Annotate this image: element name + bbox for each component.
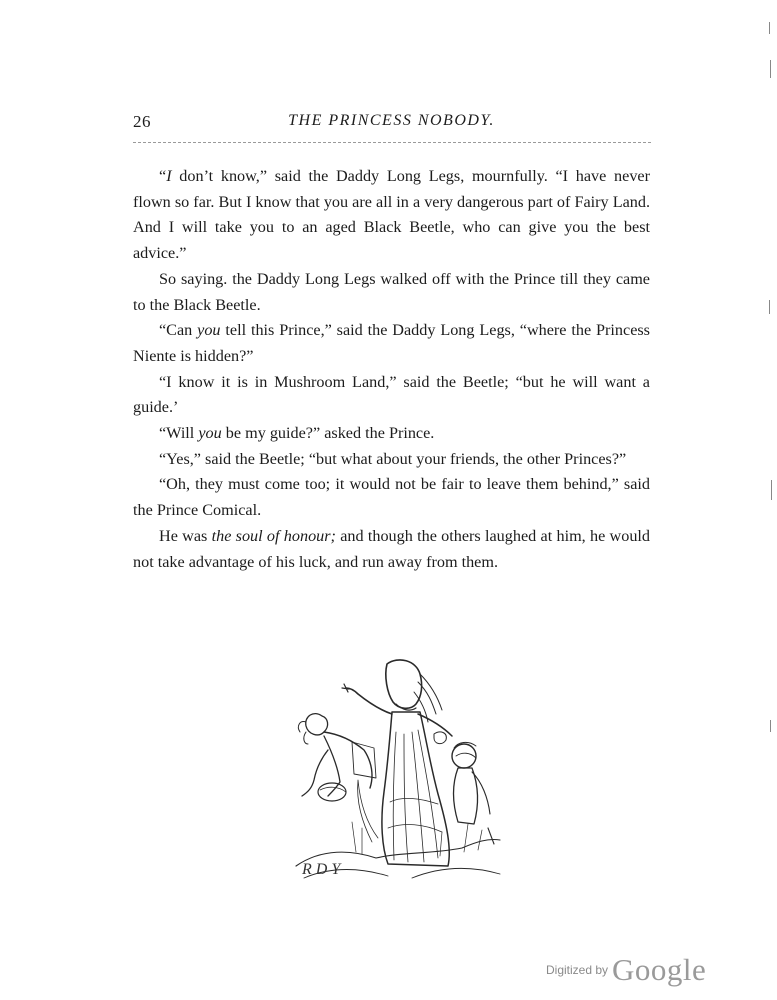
scan-edge-mark xyxy=(771,480,772,500)
text-run: “Will xyxy=(159,424,199,443)
watermark-brand: Google xyxy=(612,952,707,987)
scan-edge-mark xyxy=(770,60,771,78)
body-paragraph xyxy=(133,524,650,575)
text-run: be my guide?” asked the Prince. xyxy=(221,424,435,443)
illustration-signature: R D Y xyxy=(302,861,341,878)
body-paragraph xyxy=(133,267,650,318)
text-run: “ xyxy=(159,167,167,185)
body-paragraph xyxy=(133,318,650,369)
scan-edge-mark xyxy=(769,22,770,34)
text-run: “Oh, they must come too; it would not be fair to leave them behind,” said the Prince Comical. xyxy=(133,475,650,520)
text-run: So saying. the Daddy Long Legs walked off with the Prince till they came to the Black Beetle. xyxy=(133,269,650,314)
running-head xyxy=(133,112,650,134)
body-paragraph xyxy=(133,164,650,267)
italic-run: you xyxy=(197,321,221,340)
scan-edge-mark xyxy=(769,300,770,314)
text-run: and though the others laughed at him, he would not take advantage of his luck, and run away from them. xyxy=(133,526,650,571)
body-paragraph xyxy=(133,472,650,523)
google-watermark xyxy=(546,952,706,986)
text-run: “Yes,” said the Beetle; “but what about your friends, the other Princes?” xyxy=(159,449,627,468)
body-paragraph xyxy=(133,421,650,447)
page-number: 26 xyxy=(133,112,151,131)
body-text xyxy=(133,164,650,575)
body-paragraph xyxy=(133,447,650,473)
text-run: He was xyxy=(159,526,212,545)
watermark-prefix: Digitized by xyxy=(546,963,609,977)
body-paragraph xyxy=(133,370,650,421)
header-rule xyxy=(133,142,651,143)
italic-run: the soul of honour; xyxy=(211,526,336,545)
text-run: “I know it is in Mushroom Land,” said the Beetle; “but he will want a guide.’ xyxy=(133,372,650,417)
running-title: THE PRINCESS NOBODY. xyxy=(288,112,495,129)
italic-run: you xyxy=(198,424,222,443)
italic-run: I xyxy=(166,167,172,185)
engraved-fairy-illustration-icon xyxy=(292,652,504,882)
text-run: tell this Prince,” said the Daddy Long Legs, “where the Princess Niente is hidden?” xyxy=(133,321,650,365)
scan-edge-mark xyxy=(770,720,771,732)
text-run: “Can xyxy=(159,321,198,340)
text-run: don’t know,” said the Daddy Long Legs, mournfully. “I have never flown so far. But I know that you are all in a very dangerous part of Fairy Land. And I will take you to an aged Black Beetle, who can give you the best advice.” xyxy=(133,167,650,263)
